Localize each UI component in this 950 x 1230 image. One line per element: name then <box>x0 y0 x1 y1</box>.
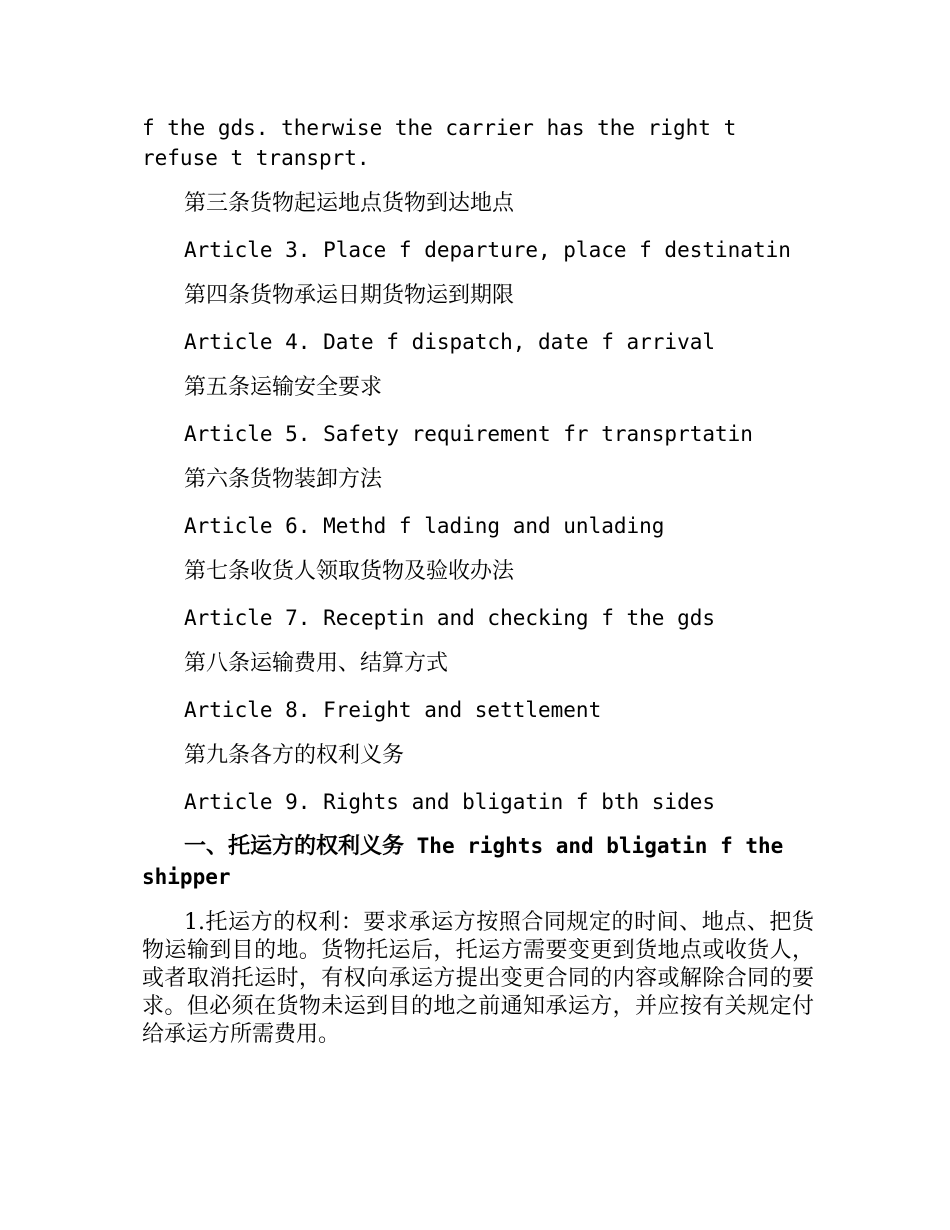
document-body <box>142 113 814 1049</box>
article-4-en: Article 4. Date f dispatch, date f arrival <box>184 330 716 354</box>
shipper-rights-paragraph: 1.托运方的权利：要求承运方按照合同规定的时间、地点、把货物运输到目的地。货物托运后，托运方需要变更到货地点或收货人，或者取消托运时，有权向承运方提出变更合同的内容或解除合同的要求。但必须在货物未运到目的地之前通知承运方，并应按有关规定付给承运方所需费用。 <box>142 910 814 1047</box>
article-5-en: Article 5. Safety requirement fr transprtatin <box>184 422 753 446</box>
article-6-en: Article 6. Methd f lading and unlading <box>184 514 665 538</box>
article-8-en: Article 8. Freight and settlement <box>184 698 602 722</box>
article-3-cn: 第三条货物起运地点货物到达地点 <box>184 191 515 216</box>
article-5-cn: 第五条运输安全要求 <box>184 375 383 400</box>
intro-text: f the gds. therwise the carrier has the right t refuse t transprt. <box>142 116 749 170</box>
article-3-en: Article 3. Place f departure, place f destinatin <box>184 238 791 262</box>
section-heading-en: The rights and bligatin f the shipper <box>142 834 784 889</box>
article-9-en: Article 9. Rights and bligatin f bth sides <box>184 790 716 814</box>
article-8-cn: 第八条运输费用、结算方式 <box>184 651 449 676</box>
section-heading <box>142 831 814 893</box>
article-7-cn: 第七条收货人领取货物及验收办法 <box>184 559 515 584</box>
article-4-cn: 第四条货物承运日期货物运到期限 <box>184 283 515 308</box>
article-7-en: Article 7. Receptin and checking f the gds <box>184 606 716 630</box>
section-heading-cn: 一、托运方的权利义务 <box>184 834 405 859</box>
article-6-cn: 第六条货物装卸方法 <box>184 467 383 492</box>
article-9-cn: 第九条各方的权利义务 <box>184 743 405 768</box>
